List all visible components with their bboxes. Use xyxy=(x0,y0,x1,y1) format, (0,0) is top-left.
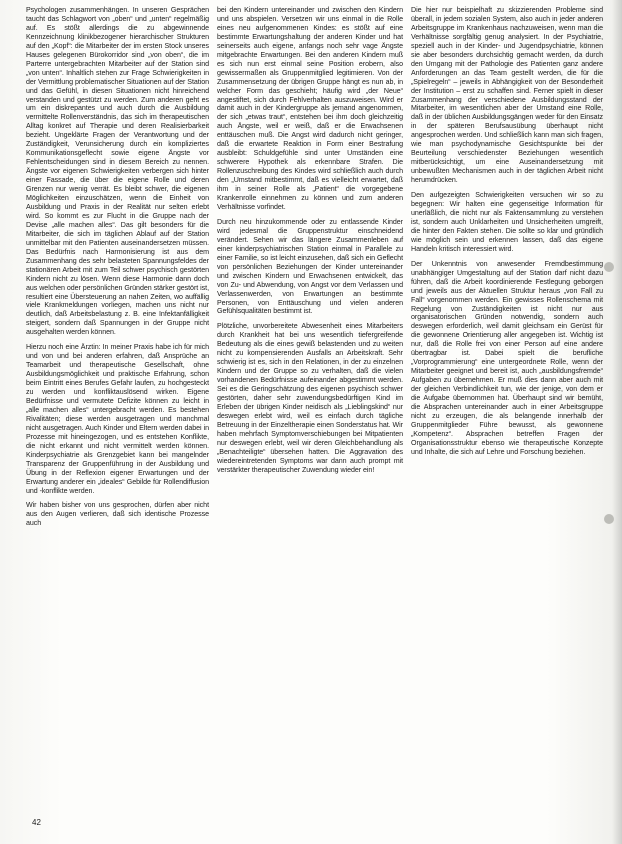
paragraph: Hierzu noch eine Ärztin: In meiner Praxis habe ich für mich und von und bei anderen erfahren, daß Ansprüche an Teamarbeit und therapeutische Gesellschaft, ohne Ausbildungsmöglichkeit und praktische Erfahrung, schon beim Eintritt eines Berufes Gefahr laufen, zu hochgesteckt zu werden und konfliktauslösend wirken. Eigene Bedürfnisse und vermutete Defizite können zu leicht in „alle machen alles“ untergebracht werden. Es bestehen Rivalitäten; diese werden ausgetragen und manchmal nicht ausgetragen. Auch Kinder und Eltern werden dabei in Prozesse mit hineingezogen, und es entstehen Konflikte, die nicht erkannt und nicht vermittelt werden können. Kinderpsychiatrie als Grenzgebiet kann bei mangelnder Transparenz der Gruppenführung in der Ausbildung und Übung in der Reflexion eigener Erwartungen und der Erwartung anderer ein „ideales“ Gebilde für Rollendiffusion und -konflikte werden. xyxy=(26,343,209,495)
paragraph: Den aufgezeigten Schwierigkeiten versuchen wir so zu begegnen: Wir halten eine gegenseitige Information für unerläßlich, die nicht nur als Faktensammlung zu verstehen ist, sondern auch Unklarheiten und Unsicherheiten umgreift, die hinter den Fakten stehen. Die sollte so klar und gründlich wie möglich sein und erkennen lassen, daß das eigene Handeln kritisch interessiert wird. xyxy=(411,191,603,253)
text-column-1 xyxy=(26,6,209,534)
punch-hole-icon xyxy=(604,262,614,272)
paragraph: Durch neu hinzukommende oder zu entlassende Kinder wird jedesmal die Gruppenstruktur einschneidend verändert. Sehen wir das längere Zusammenleben auf einer kinderpsychiatrischen Station einmal in Parallele zu einer Familie, so ist leicht einzusehen, daß sich ein Geflecht von persönlichen Beziehungen der Kinder untereinander und zwischen Kindern und Erwachsenen entwickelt, das von Zu- und Abwendung, von Angst vor dem Verlassen und Verlassenwerden, von Erwartungen an bestimmte Personen, von Enttäuschung und vielen anderen Gefühlsqualitäten bestimmt ist. xyxy=(217,217,403,316)
page-edge-shadow xyxy=(612,0,622,844)
text-column-3 xyxy=(411,6,603,463)
paragraph: Psychologen zusammenhängen. In unseren Gesprächen taucht das Schlagwort von „oben“ und „unten“ regelmäßig auf. Es stößt allerdings die zu abgewinnende Kennzeichnung klinikbezogener hierarchischer Strukturen auf den „Kopf“: die Mitarbeiter der im ersten Stock unseres Hauses gelegenen Bürokorridor sind „von oben“, die im Parterre untergebrachten Mitarbeiter auf der Station sind „von unten“. Inhaltlich stehen zur Frage Schwierigkeiten in der Vermittlung problematischer Situationen auf der Station und das Gefühl, in diesen Situationen nicht hinreichend verstanden und gestützt zu werden. Zum anderen geht es um ein diskrepantes und auch durch die Ausbildung vermittelte Rollenverständnis, das sich im therapeutischen Alltag konkret auf Therapie und deren Realisierbarkeit bezieht. Ungeklärte Fragen der Verantwortung und der Zuständigkeit, Verunsicherung durch ein kompliziertes Kommunikationsgeflecht sowie eigene Ängste vor Fehlentscheidungen sind in diesem Bereich zu nennen. Ängste vor eigenen Schwierigkeiten verbergen sich hinter einer Fassade, die über die eigene Rolle und deren Grenzen nur wenig verrät. Es bleibt schwer, die eigenen Möglichkeiten einzuschätzen, wenn die Einheit von Ausbildung und Praxis in der Realität nur selten erlebt wird. So kommt es zur Flucht in die Gruppe nach der Devise „alle machen alles“. Das gilt besonders für die Mitarbeiter, die sich im täglichen Ablauf auf der Station unmittelbar mit den Patienten auseinandersetzen müssen. Das Bedürfnis nach Harmonisierung ist aus dem Zusammenhang des sehr belasteten Spannungsfeldes der stationären Arbeit mit zum Teil schwer psychisch gestörten Kindern nicht zu lösen. Wenn diese Harmonie dann doch aus welchen oder persönlichen Gründen stärker gestört ist, resultiert eine Übersteuerung an nahen Zeiten, wo auffällig viele Krankmeldungen vorliegen, machen uns nicht nur deutlich, daß Arbeitsbelastung z. B. eine Infektanfälligkeit steigert, sondern daß Spannungen in der Gruppe nicht ausgehalten werden können. xyxy=(26,6,209,337)
paragraph: Wir haben bisher von uns gesprochen, dürfen aber nicht aus den Augen verlieren, daß sich identische Prozesse auch xyxy=(26,501,209,528)
punch-hole-icon xyxy=(604,514,614,524)
paragraph: Die hier nur beispielhaft zu skizzierenden Probleme sind überall, in jedem sozialen System, also auch in jeder anderen Arbeitsgruppe im Krankenhaus nachzuweisen, wenn man die Verhältnisse sorgfältig genug analysiert. In der Psychiatrie, speziell auch in der Kinder- und Jugendpsychiatrie, können sie aber besonders durchsichtig gemacht werden, da durch den Umgang mit der Pathologie des Patienten ganz andere Anforderungen an das Team gestellt werden, die für die „Spielregeln“ – jeweils in Abhängigkeit von der Besonderheit der Institution – erst zu schaffen sind. Ferner spielt in dieser Zusammenhang der verschiedene Ausbildungsstand der Mitarbeiter, im wesentlichen aber der Umstand eine Rolle, daß in der üblichen Ausbildungsgängen weder für den Einsatz in der späteren Berufsausübung überhaupt nicht angesprochen werden. Und schließlich kann man sich fragen, wie man psychodynamische Gesichtspunkte bei der Beurteilung verschiedenster Beziehungen wesentlich mitberücksichtigt, um eine Auseinandersetzung mit unbewußten Mechanismen auch in der täglichen Arbeit nicht herumdrücken. xyxy=(411,6,603,185)
paragraph: Plötzliche, unvorbereitete Abwesenheit eines Mitarbeiters durch Krankheit hat bei uns wesentlich tiefergreifende Bedeutung als die eines gewiß belastenden und zu weiten nicht zu kompensierenden Ausfalls an Arbeitskraft. Sehr schwierig ist es, sich in den Relationen, in der zu einzelnen Kindern und der Gruppe so zu verhalten, daß die vielen vorhandenen Bedürfnisse aufeinander abgestimmt werden. Sei es die Geringschätzung des eigenen psychisch schwer gestörten, daher sehr zuwendungsbedürftigen Kind im Erleben der übrigen Kinder neidisch als „Lieblingskind“ nur deswegen erlebt wird, weil es einfach durch tägliche Betreuung in der Einzeltherapie einen Sonderstatus hat. Wir haben mehrfach Symptomverschiebungen bei Mitpatienten nur deswegen erlebt, weil wir deren Gleichbehandlung als „Benachteiligte“ übersehen hatten. Die Aggravation des wiedereintretenden Symptoms war dann auch prompt mit verstärkter therapeutischer Zuwendung wieder ein! xyxy=(217,322,403,474)
paragraph: bei den Kindern untereinander und zwischen den Kindern und uns abspielen. Versetzen wir uns einmal in die Rolle eines neu aufgenommenen Kindes: es stößt auf eine bestimmte Erwartungshaltung der anderen Kinder und hat seinerseits auch eigene, anfangs noch sehr vage Ängste mitgebrachte Erwartungen. Bei den anderen Kindern muß es sich nun erst einmal seine Position erobern, also gewissermaßen als Gruppenmitglied legitimieren. Von der Zusammensetzung der übrigen Gruppe hängt es nun ab, in welcher Form das geschieht; häufig wird „der Neue“ angestiftet, sich durch Fehlverhalten auszuweisen. Wird er damit auch in der Kindergruppe als jemand angenommen, der sich „etwas traut“, entstehen bei ihm doch gleichzeitig auch Ängste, weil er weiß, daß er die Erwachsenen enttäuschen muß. Die Angst wird dadurch nicht geringer, daß die erwartete Reaktion in Form einer Bestrafung ausbleibt: Schuldgefühle sind unter Umständen eine schwerere Hypothek als erkennbare Strafen. Die Rollenzuschreibung des Kindes wird schließlich auch durch den „Umstand mitbestimmt, daß es vielleicht erwartet, daß ihm in seiner Rolle als „Patient“ die vorgegebene Krankenrolle einnehmen zu können und zum anderen Verhältnisse vorfindet. xyxy=(217,6,403,211)
page-number: 42 xyxy=(32,818,41,827)
text-column-2 xyxy=(217,6,403,481)
paragraph: Der Unkenntnis von anwesender Fremdbestimmung unabhängiger Umgestaltung auf der Station darf nicht dazu führen, daß die Arbeit koordinierende Festlegung geborgen und jeweils aus der Aktuellen Struktur heraus „von Fall zu Fall“ vorgenommen werden. Ein gewisses Rollenschema mit Regelung von Zuständigkeiten ist nicht nur aus organisatorischen Gründen notwendig, sondern auch deswegen erforderlich, weil damit gleichsam ein Gerüst für die gewonnene Orientierung aller angegeben ist. Wichtig ist nur, daß die Rolle frei von einer Person auf eine andere übertragbar ist. Dabei spielt die berufliche „Vorprogrammierung“ eine untergeordnete Rolle, wenn der Mitarbeiter geeignet und bereit ist, auch „ausbildungsfremde“ Aufgaben zu übernehmen. Er muß dies dann aber auch mit der gleichen Verbindlichkeit tun, wie der jenige, von dem er die Aufgabe übernommen hat. Überhaupt sind wir bemüht, die Absprachen untereinander auch in einer Arbeitsgruppe nicht zu erzeugen, die als belangende innerhalb der Gruppenmitglieder Führe bewusst, als gewonnene „Kompetenz“. Absprachen betreffen Fragen der Organisationsstruktur ebenso wie therapeutische Konzepte und Inhalte, die sich auf Lehre und Forschung beziehen. xyxy=(411,259,603,456)
